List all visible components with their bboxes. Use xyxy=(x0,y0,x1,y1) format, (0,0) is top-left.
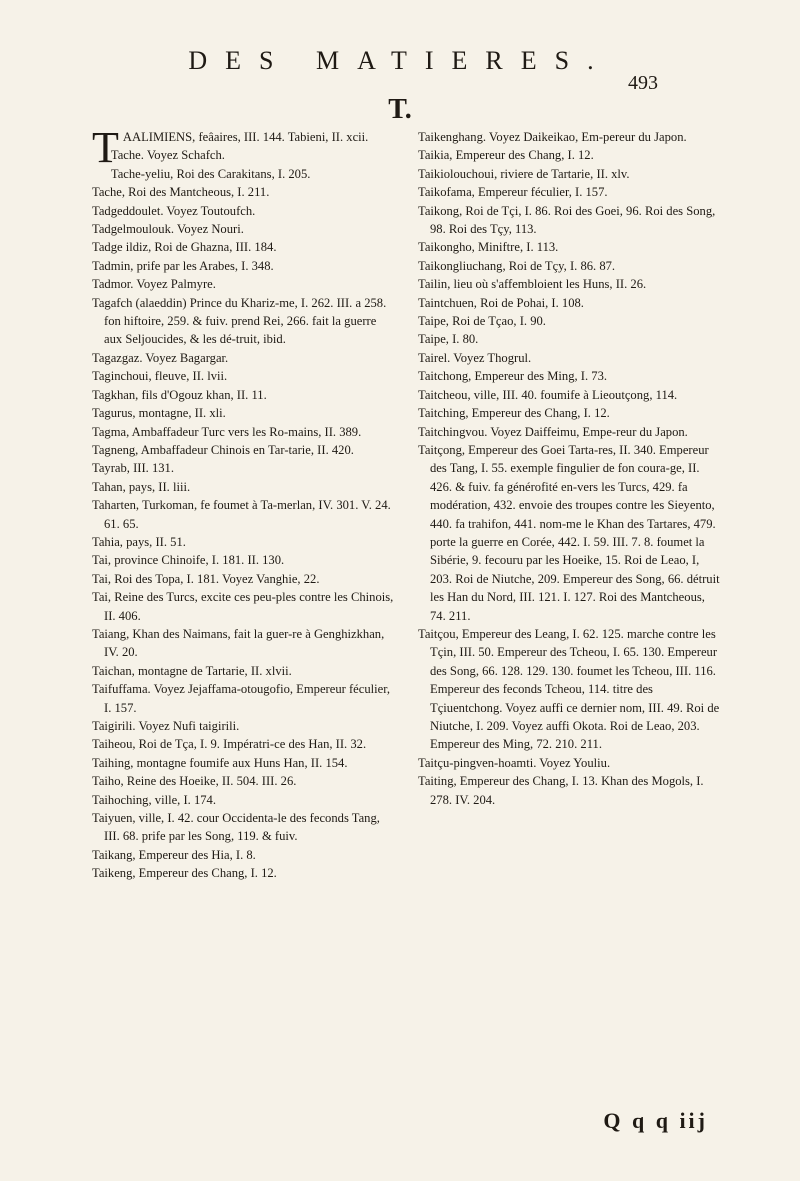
index-entry xyxy=(92,459,394,477)
entry-text: Taitchingvou. Voyez Daiffeimu, Empe-reur du Japon. xyxy=(418,424,688,439)
index-entry xyxy=(418,202,720,239)
entry-text: Tadmor. Voyez Palmyre. xyxy=(92,277,216,292)
entry-text: Taikeng, Empereur des Chang, I. 12. xyxy=(92,866,277,881)
index-entry xyxy=(418,128,720,146)
index-entry xyxy=(418,183,720,201)
index-entry xyxy=(92,238,394,256)
entry-text: Taintchuen, Roi de Pohai, I. 108. xyxy=(418,295,584,310)
entry-text: Taginchoui, fleuve, II. lvii. xyxy=(92,369,228,384)
entry-text: Tache, Roi des Mantcheous, I. 211. xyxy=(92,185,270,200)
entry-text: Taitçong, Empereur des Goei Tarta-res, II. 340. Empereur des Tang, I. 55. exemple fingulier de fon coura-ge, II. 426. & fuiv. fa générofité en-vers les Turcs, 429. fa modération, 432. envoie des troupes contre les Sieyento, 440. fa trahifon, 441. nom-me le Khan des Tartares, 479. porte la guerre en Corée, 442. I. 59. III. 7. 8. foumet la Sibérie, 9. fecouru par les Hoeike, 15. Roi de Leao, I, 203. Roi de Niutche, 209. Empereur des Song, 66. détruit les Han du Nord, III. 121. I. 127. Roi des Mantcheous, 74. 211. xyxy=(418,442,720,623)
index-entry xyxy=(92,294,394,349)
index-entry xyxy=(92,846,394,864)
entry-text: AALIMIENS, feâaires, III. 144. Tabieni, II. xcii. xyxy=(122,130,369,144)
entry-text: Taitching, Empereur des Chang, I. 12. xyxy=(418,406,610,421)
index-entry xyxy=(92,423,394,441)
index-entry xyxy=(92,551,394,569)
entry-text: Tagazgaz. Voyez Bagargar. xyxy=(92,350,229,365)
entry-text: Taikenghang. Voyez Daikeikao, Em-pereur du Japon. xyxy=(418,130,687,144)
entry-text: Taiho, Reine des Hoeike, II. 504. III. 26. xyxy=(92,774,297,789)
index-entry xyxy=(418,330,720,348)
index-entry xyxy=(92,165,394,183)
entry-text: Tache. Voyez Schafch. xyxy=(110,148,225,163)
index-entry xyxy=(92,349,394,367)
entry-text: Tache-yeliu, Roi des Carakitans, I. 205. xyxy=(110,166,311,181)
entry-text: Taikongliuchang, Roi de Tçy, I. 86. 87. xyxy=(418,258,616,273)
entry-text: Taharten, Turkoman, fe foumet à Ta-merlan, IV. 301. V. 24. 61. 65. xyxy=(92,498,391,531)
entry-text: Tagafch (alaeddin) Prince du Khariz-me, I. 262. III. a 258. fon hiftoire, 259. & fuiv. prend Rei, 266. fait la guerre aux Seljoucides, & les dé-truit, ibid. xyxy=(92,295,387,347)
index-entry xyxy=(418,165,720,183)
index-entry xyxy=(92,275,394,293)
entry-text: Taitçu-pingven-hoamti. Voyez Youliu. xyxy=(418,755,611,770)
index-entry xyxy=(92,386,394,404)
index-entry xyxy=(92,791,394,809)
index-entry xyxy=(92,588,394,625)
index-entry xyxy=(418,423,720,441)
entry-text: Tagma, Ambaffadeur Turc vers les Ro-mains, II. 389. xyxy=(92,424,362,439)
signature-mark: Q q q iij xyxy=(603,1108,708,1133)
entry-text: Taigirili. Voyez Nufi taigirili. xyxy=(92,719,240,733)
entry-text: Tahia, pays, II. 51. xyxy=(92,534,186,549)
index-entry xyxy=(92,183,394,201)
entry-text: Tagurus, montagne, II. xli. xyxy=(92,406,226,421)
index-entry xyxy=(92,533,394,551)
index-entry xyxy=(418,441,720,625)
index-entry xyxy=(418,275,720,293)
entry-text: Tai, Reine des Turcs, excite ces peu-ples contre les Chinois, II. 406. xyxy=(92,590,394,623)
index-entry xyxy=(418,349,720,367)
index-entry xyxy=(92,625,394,662)
index-entry xyxy=(92,570,394,588)
entry-text: Tadmin, prife par les Arabes, I. 348. xyxy=(92,258,274,273)
right-column xyxy=(418,128,720,1138)
entry-text: Tahan, pays, II. liii. xyxy=(92,479,191,494)
index-entry xyxy=(418,257,720,275)
section-letter: T. xyxy=(388,94,412,125)
index-entry xyxy=(418,238,720,256)
entry-text: Tagneng, Ambaffadeur Chinois en Tar-tarie, II. 420. xyxy=(92,442,354,457)
entry-text: Taikong, Roi de Tçi, I. 86. Roi des Goei, 96. Roi des Song, 98. Roi des Tçy, 113. xyxy=(418,203,716,237)
entry-text: Taikang, Empereur des Hia, I. 8. xyxy=(92,847,256,862)
index-entry xyxy=(418,294,720,312)
entry-text: Taitchong, Empereur des Ming, I. 73. xyxy=(418,369,608,384)
entry-text: Tai, province Chinoife, I. 181. II. 130. xyxy=(92,553,285,568)
index-entry xyxy=(92,257,394,275)
entry-text: Tadgeddoulet. Voyez Toutoufch. xyxy=(92,203,256,218)
index-columns xyxy=(92,123,720,1138)
entry-text: Taiheou, Roi de Tça, I. 9. Impératri-ce des Han, II. 32. xyxy=(92,737,367,752)
entry-text: Taichan, montagne de Tartarie, II. xlvii. xyxy=(92,663,292,678)
entry-text: Tadgelmoulouk. Voyez Nouri. xyxy=(92,222,244,237)
index-entry xyxy=(92,478,394,496)
left-column xyxy=(92,123,394,1138)
index-entry xyxy=(92,662,394,680)
index-entry xyxy=(92,367,394,385)
entry-text: Taikofama, Empereur féculier, I. 157. xyxy=(418,185,608,200)
index-entry xyxy=(92,864,394,882)
entry-text: Tailin, lieu où s'affembloient les Huns, II. 26. xyxy=(418,277,647,292)
entry-text: Tadge ildiz, Roi de Ghazna, III. 184. xyxy=(92,240,277,255)
index-entry xyxy=(92,441,394,459)
entry-text: Tai, Roi des Topa, I. 181. Voyez Vanghie, 22. xyxy=(92,571,320,586)
index-entry xyxy=(418,754,720,772)
index-entry xyxy=(92,220,394,238)
index-entry xyxy=(418,146,720,164)
drop-cap: T xyxy=(92,123,119,172)
index-entry xyxy=(92,809,394,846)
entry-text: Taihoching, ville, I. 174. xyxy=(92,792,216,807)
index-entry xyxy=(92,717,394,735)
index-entry xyxy=(92,754,394,772)
index-entry xyxy=(418,404,720,422)
index-entry xyxy=(418,625,720,754)
entry-text: Taikia, Empereur des Chang, I. 12. xyxy=(418,148,594,163)
index-entry xyxy=(92,496,394,533)
entry-text: Tayrab, III. 131. xyxy=(92,461,174,476)
entry-text: Taikiolouchoui, riviere de Tartarie, II. xlv. xyxy=(418,166,630,181)
index-entry xyxy=(92,404,394,422)
page-number: 493 xyxy=(628,72,658,94)
index-entry xyxy=(418,312,720,330)
entry-text: Taikongho, Miniftre, I. 113. xyxy=(418,240,559,255)
entry-text: Taipe, Roi de Tçao, I. 90. xyxy=(418,314,546,329)
page-header xyxy=(0,28,800,125)
index-entry xyxy=(92,146,394,164)
entry-text: Taiyuen, ville, I. 42. cour Occidenta-le des feconds Tang, III. 68. prife par les Song, 119. & fuiv. xyxy=(92,811,380,844)
entry-text: Taitçou, Empereur des Leang, I. 62. 125. marche contre les Tçin, III. 50. Empereur des Tcheou, I. 65. 130. Empereur des Song, 66. 128. 129. 130. foumet les Tcheou, III. 116. Empereur des feconds Tcheou, 114. titre des Tçiuentchong. Voyez auffi ce dernier nom, III. 49. Roi de Niutche, I. 209. Voyez auffi Okota. Roi de Leao, 203. Empereur des Ming, 72. 210. 211. xyxy=(418,626,720,752)
index-entry xyxy=(418,772,720,809)
index-entry xyxy=(92,735,394,753)
index-entry xyxy=(418,367,720,385)
entry-text: Taitcheou, ville, III. 40. foumife à Lieoutçong, 114. xyxy=(418,387,678,402)
entry-text: Taiang, Khan des Naimans, fait la guer-re à Genghizkhan, IV. 20. xyxy=(92,626,385,660)
index-entry xyxy=(418,386,720,404)
entry-text: Taifuffama. Voyez Jejaffama-otougofio, Empereur féculier, I. 157. xyxy=(92,682,391,715)
index-entry xyxy=(92,772,394,790)
running-title: DES MATIERES. xyxy=(188,46,612,75)
entry-text: Tairel. Voyez Thogrul. xyxy=(418,350,532,365)
entry-text: Taipe, I. 80. xyxy=(418,332,479,347)
index-entry xyxy=(92,680,394,717)
entry-text: Taihing, montagne foumife aux Huns Han, II. 154. xyxy=(92,755,348,770)
index-entry xyxy=(92,202,394,220)
entry-text: Tagkhan, fils d'Ogouz khan, II. 11. xyxy=(92,387,267,402)
entry-text: Taiting, Empereur des Chang, I. 13. Khan des Mogols, I. 278. IV. 204. xyxy=(418,774,704,807)
